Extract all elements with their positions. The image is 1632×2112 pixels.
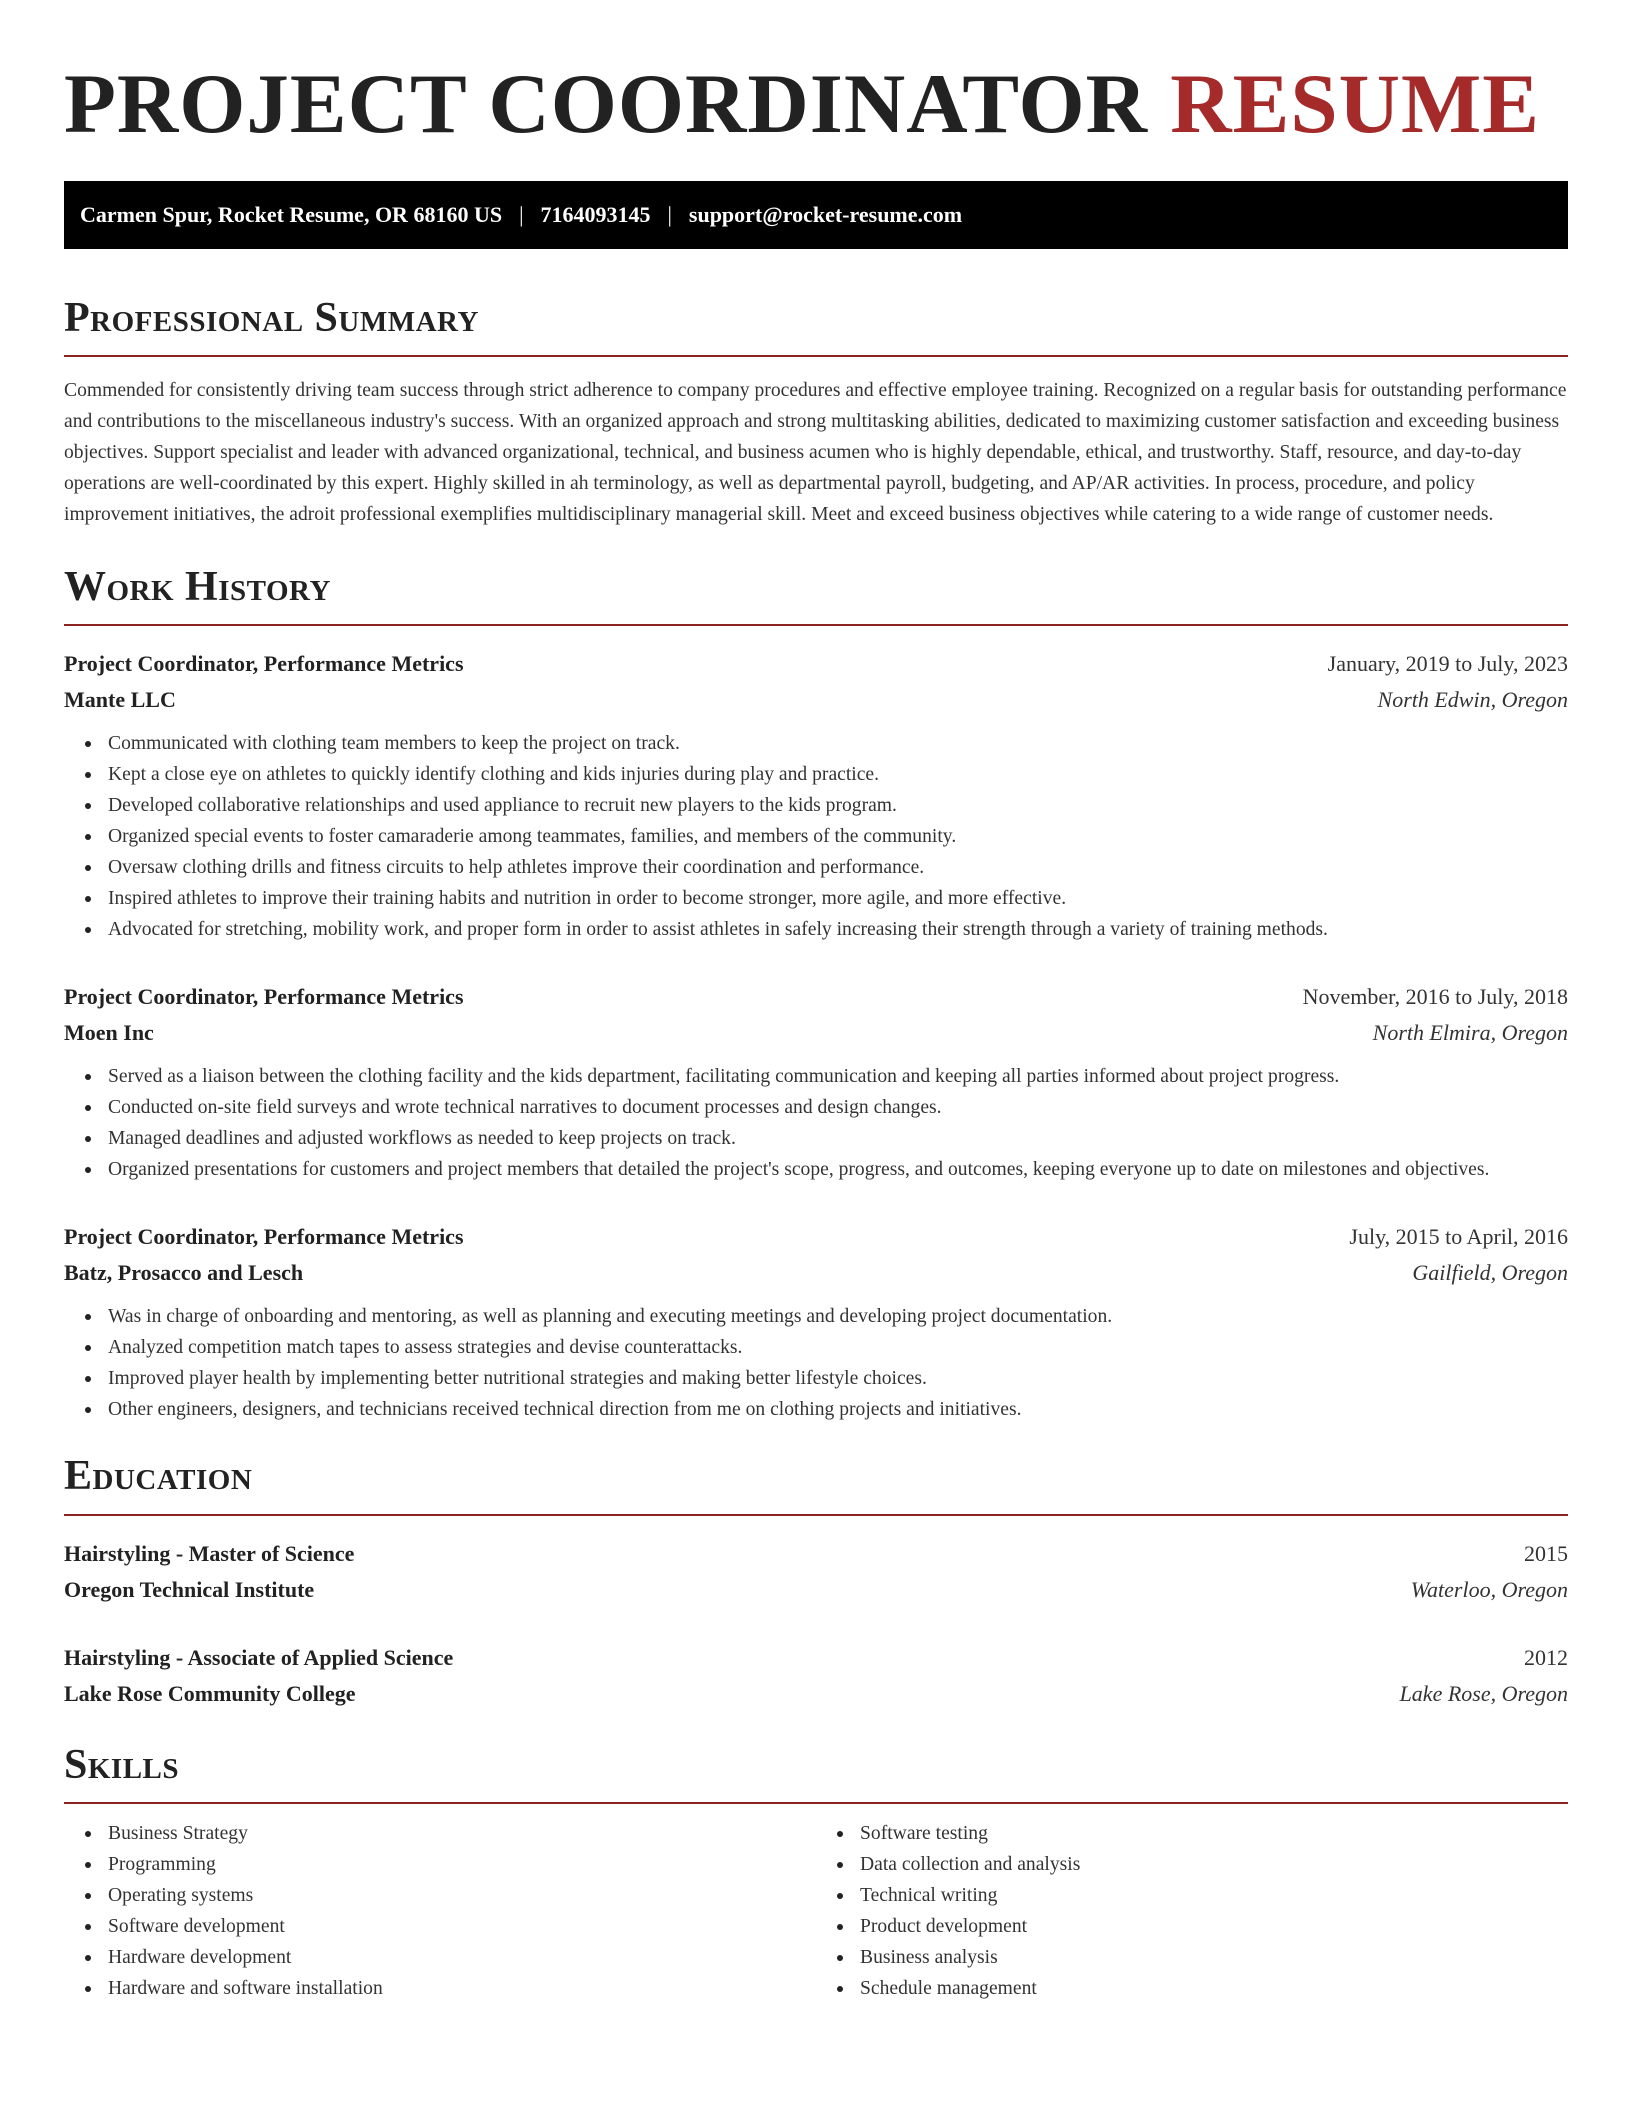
work-history-section <box>64 564 1568 1425</box>
skill-item: Software development <box>108 1911 816 1942</box>
job-bullet: Organized presentations for customers and project members that detailed the project's scope, progress, and outcomes, keeping everyone up to date on milestones and objectives. <box>108 1154 1568 1185</box>
job-bullet: Managed deadlines and adjusted workflows as needed to keep projects on track. <box>108 1123 1568 1154</box>
skill-item: Operating systems <box>108 1880 816 1911</box>
title-accent: RESUME <box>1170 57 1540 151</box>
education-location: Lake Rose, Oregon <box>1399 1680 1568 1706</box>
job-bullets <box>64 1061 1568 1185</box>
contact-bar <box>64 181 1568 249</box>
summary-section <box>64 295 1568 530</box>
job-bullet: Organized special events to foster camaraderie among teammates, families, and members of the community. <box>108 821 1568 852</box>
section-heading-skills: Skills <box>64 1741 180 1788</box>
job-bullet: Was in charge of onboarding and mentoring, as well as planning and executing meetings and developing project documentation. <box>108 1301 1568 1332</box>
job-bullet: Kept a close eye on athletes to quickly identify clothing and kids injuries during play and practice. <box>108 759 1568 790</box>
education-degree: Hairstyling - Associate of Applied Science <box>64 1644 454 1670</box>
contact-email: support@rocket-resume.com <box>688 202 963 227</box>
skill-item: Product development <box>860 1911 1568 1942</box>
section-heading-work: Work History <box>64 564 331 611</box>
skill-item: Hardware development <box>108 1942 816 1973</box>
summary-text: Commended for consistently driving team success through strict adherence to company procedures and effective employee training. Recognized on a regular basis for outstanding performance and contributions to the miscellaneous industry's success. With an organized approach and strong multitasking abilities, dedicated to maximizing customer satisfaction and exceeding business objectives. Support specialist and leader with advanced organizational, technical, and business acumen who is highly dependable, ethical, and trustworthy. Staff, resource, and day-to-day operations are well-coordinated by this expert. Highly skilled in ah terminology, as well as departmental payroll, budgeting, and AP/AR activities. In process, procedure, and policy improvement initiatives, the adroit professional exemplifies multidisciplinary managerial skill. Meet and exceed business objectives while catering to a wide range of customer needs. <box>64 380 1567 526</box>
education-year: 2012 <box>1524 1644 1568 1670</box>
skill-item: Programming <box>108 1849 816 1880</box>
education-entry <box>64 1536 1568 1608</box>
section-heading-education: Education <box>64 1453 253 1500</box>
skills-section <box>64 1742 1568 2004</box>
job-bullet: Served as a liaison between the clothing facility and the kids department, facilitating communication and keeping all parties informed about project progress. <box>108 1061 1568 1092</box>
section-divider <box>64 355 1568 357</box>
job-title: Project Coordinator, Performance Metrics <box>64 651 464 677</box>
job-entry <box>64 1219 1568 1425</box>
job-title: Project Coordinator, Performance Metrics <box>64 1224 464 1250</box>
job-entry <box>64 646 1568 945</box>
skill-item: Schedule management <box>860 1973 1568 2004</box>
contact-separator: | <box>519 202 524 227</box>
education-year: 2015 <box>1524 1540 1568 1566</box>
contact-address: Carmen Spur, Rocket Resume, OR 68160 US <box>80 202 503 227</box>
skills-column-left <box>64 1818 816 2004</box>
skills-column-right <box>816 1818 1568 2004</box>
job-title: Project Coordinator, Performance Metrics <box>64 984 464 1010</box>
job-location: North Edwin, Oregon <box>1377 687 1568 713</box>
skills-list <box>64 1818 1568 2004</box>
job-bullet: Analyzed competition match tapes to assess strategies and devise counterattacks. <box>108 1332 1568 1363</box>
job-bullet: Developed collaborative relationships and used appliance to recruit new players to the kids program. <box>108 790 1568 821</box>
job-bullet: Advocated for stretching, mobility work, and proper form in order to assist athletes in safely increasing their strength through a variety of training methods. <box>108 914 1568 945</box>
skill-item: Hardware and software installation <box>108 1973 816 2004</box>
resume-title <box>64 57 1568 151</box>
job-dates: January, 2019 to July, 2023 <box>1327 651 1568 677</box>
skill-item: Technical writing <box>860 1880 1568 1911</box>
education-location: Waterloo, Oregon <box>1410 1576 1568 1602</box>
contact-phone: 7164093145 <box>540 202 651 227</box>
job-company: Mante LLC <box>64 687 176 713</box>
contact-separator: | <box>667 202 672 227</box>
job-location: North Elmira, Oregon <box>1372 1020 1568 1046</box>
job-location: Gailfield, Oregon <box>1412 1260 1568 1286</box>
education-degree: Hairstyling - Master of Science <box>64 1540 355 1566</box>
job-company: Batz, Prosacco and Lesch <box>64 1260 304 1286</box>
skill-item: Business Strategy <box>108 1818 816 1849</box>
section-divider <box>64 624 1568 626</box>
job-bullet: Oversaw clothing drills and fitness circuits to help athletes improve their coordination and performance. <box>108 852 1568 883</box>
job-dates: July, 2015 to April, 2016 <box>1349 1224 1568 1250</box>
job-dates: November, 2016 to July, 2018 <box>1302 984 1568 1010</box>
section-divider <box>64 1514 1568 1516</box>
skill-item: Business analysis <box>860 1942 1568 1973</box>
education-school: Lake Rose Community College <box>64 1680 356 1706</box>
job-bullet: Conducted on-site field surveys and wrote technical narratives to document processes and design changes. <box>108 1092 1568 1123</box>
job-bullets <box>64 728 1568 945</box>
title-main: PROJECT COORDINATOR <box>64 57 1148 151</box>
education-section <box>64 1453 1568 1711</box>
job-company: Moen Inc <box>64 1020 154 1046</box>
section-divider <box>64 1802 1568 1804</box>
job-bullet: Improved player health by implementing better nutritional strategies and making better lifestyle choices. <box>108 1363 1568 1394</box>
skill-item: Data collection and analysis <box>860 1849 1568 1880</box>
section-heading-summary: Professional Summary <box>64 295 479 341</box>
job-entry <box>64 979 1568 1185</box>
job-bullets <box>64 1301 1568 1425</box>
job-bullet: Other engineers, designers, and technicians received technical direction from me on clothing projects and initiatives. <box>108 1394 1568 1425</box>
job-bullet: Communicated with clothing team members to keep the project on track. <box>108 728 1568 759</box>
education-entry <box>64 1640 1568 1712</box>
education-school: Oregon Technical Institute <box>64 1576 315 1602</box>
skill-item: Software testing <box>860 1818 1568 1849</box>
job-bullet: Inspired athletes to improve their training habits and nutrition in order to become stronger, more agile, and more effective. <box>108 883 1568 914</box>
